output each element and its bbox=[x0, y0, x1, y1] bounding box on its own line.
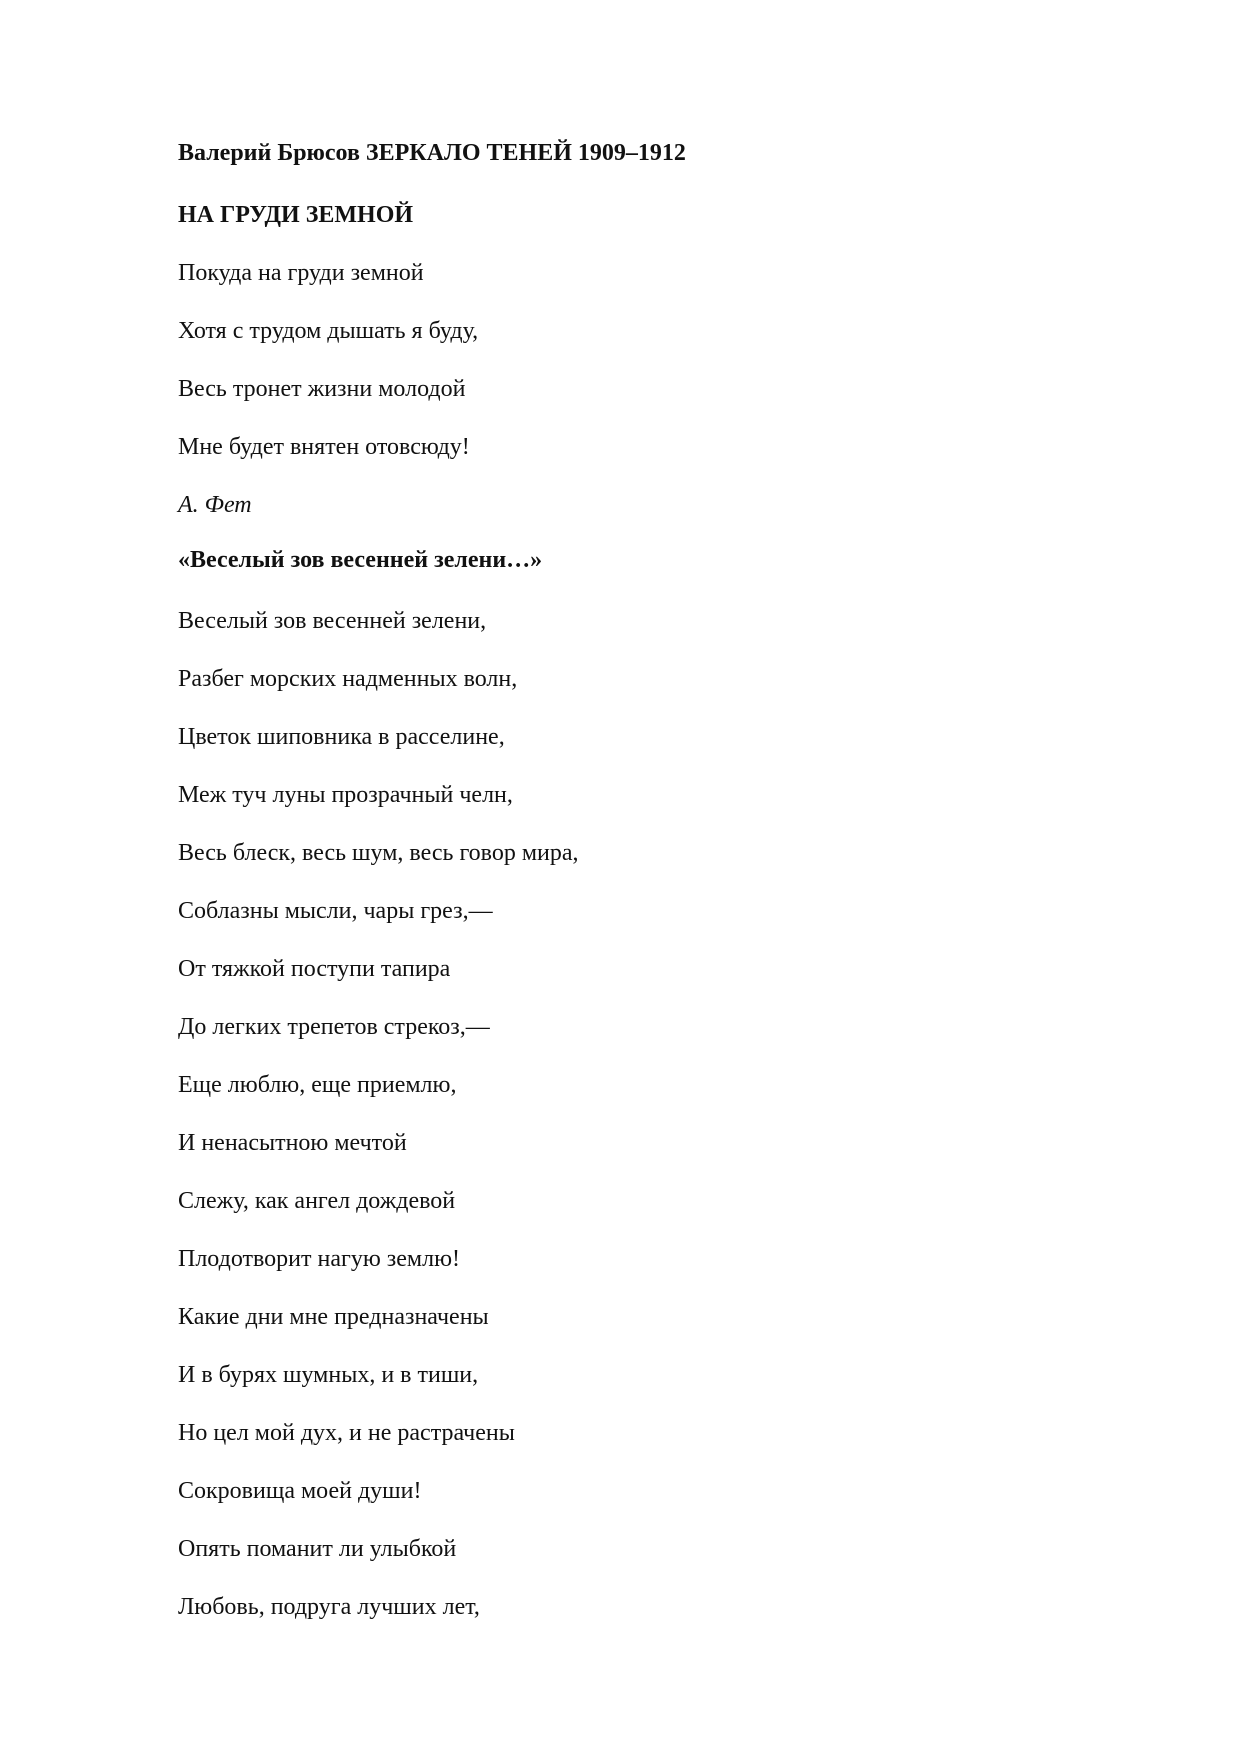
poem-line: Еще люблю, еще приемлю, bbox=[178, 1072, 457, 1098]
epigraph-line: Покуда на груди земной bbox=[178, 260, 424, 286]
epigraph-line: Весь тронет жизни молодой bbox=[178, 376, 466, 402]
poem-line: Слежу, как ангел дождевой bbox=[178, 1188, 456, 1214]
poem-line: Веселый зов весенней зелени, bbox=[178, 608, 487, 634]
poem-line: Меж туч луны прозрачный челн, bbox=[178, 782, 513, 808]
poem-line: Но цел мой дух, и не растрачены bbox=[178, 1420, 515, 1446]
poem-line: Разбег морских надменных волн, bbox=[178, 666, 518, 692]
poem-line: Цветок шиповника в расселине, bbox=[178, 724, 505, 750]
epigraph-author: А. Фет bbox=[178, 492, 252, 518]
poem-line: Весь блеск, весь шум, весь говор мира, bbox=[178, 840, 579, 866]
epigraph-line: Мне будет внятен отовсюду! bbox=[178, 434, 470, 460]
poem-line: И в бурях шумных, и в тиши, bbox=[178, 1362, 479, 1388]
poem-line: Плодотворит нагую землю! bbox=[178, 1246, 460, 1272]
document-heading: Валерий Брюсов ЗЕРКАЛО ТЕНЕЙ 1909–1912 bbox=[178, 140, 686, 166]
poem-line: Соблазны мысли, чары грез,— bbox=[178, 898, 493, 924]
poem-line: От тяжкой поступи тапира bbox=[178, 956, 451, 982]
poem-line: Какие дни мне предназначены bbox=[178, 1304, 489, 1330]
poem-line: Любовь, подруга лучших лет, bbox=[178, 1594, 480, 1620]
poem-title: «Веселый зов весенней зелени…» bbox=[178, 547, 543, 573]
epigraph-line: Хотя с трудом дышать я буду, bbox=[178, 318, 479, 344]
poem-line: До легких трепетов стрекоз,— bbox=[178, 1014, 490, 1040]
poem-line: Опять поманит ли улыбкой bbox=[178, 1536, 457, 1562]
section-title: НА ГРУДИ ЗЕМНОЙ bbox=[178, 202, 414, 228]
poem-line: И ненасытною мечтой bbox=[178, 1130, 407, 1156]
poem-line: Сокровища моей души! bbox=[178, 1478, 422, 1504]
